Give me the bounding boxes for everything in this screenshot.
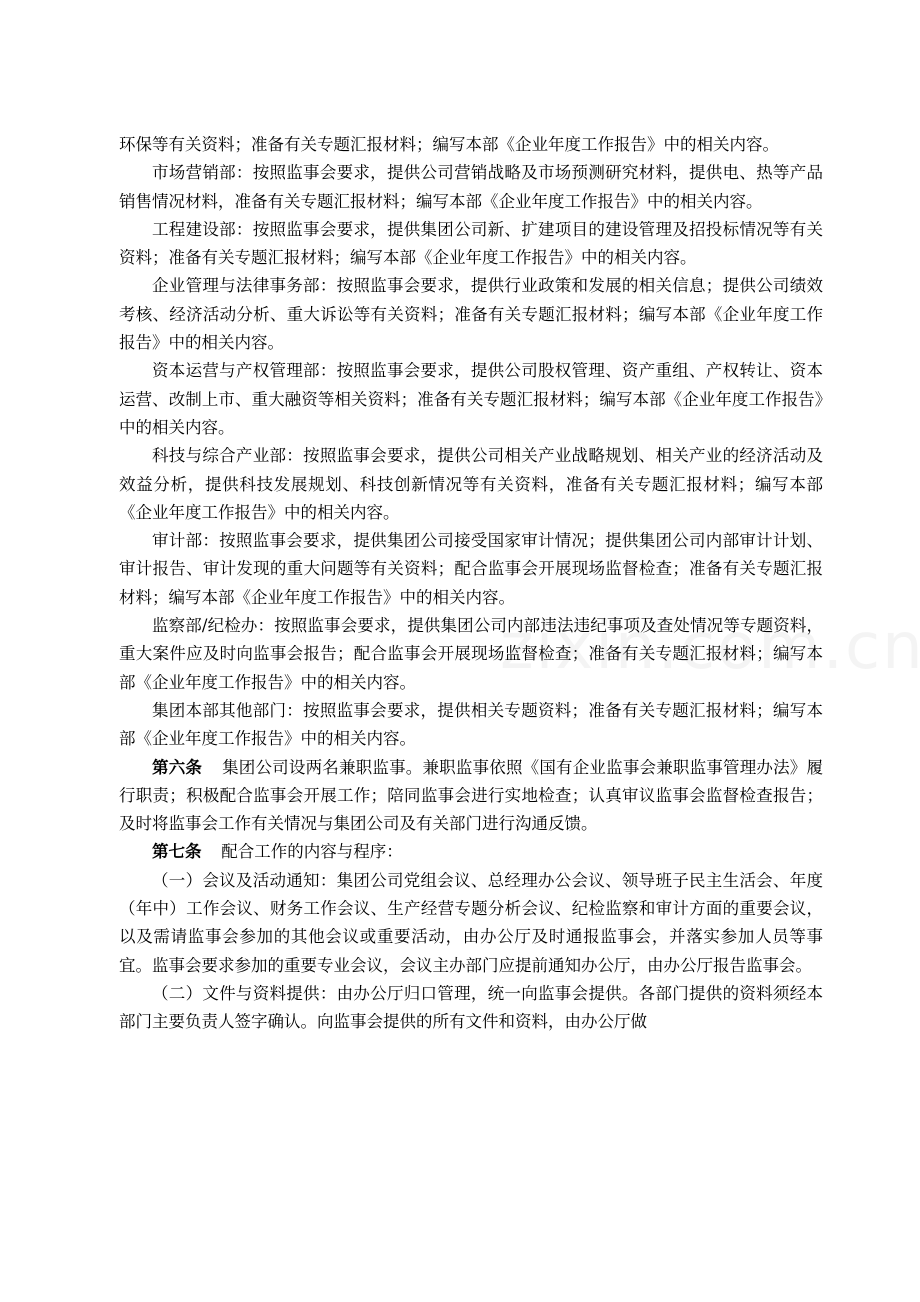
article-7 <box>119 838 823 866</box>
paragraph-continuation: 环保等有关资料；准备有关专题汇报材料；编写本部《企业年度工作报告》中的相关内容。 <box>119 135 779 154</box>
item-document-provision: （二）文件与资料提供：由办公厅归口管理，统一向监事会提供。各部门提供的资料须经本部门主要负责人签字确认。向监事会提供的所有文件和资料，由办公厅做 <box>119 983 823 1032</box>
article-7-label: 第七条 <box>152 842 202 862</box>
paragraph-capital-dept: 资本运营与产权管理部：按照监事会要求，提供公司股权管理、资产重组、产权转让、资本运营、改制上市、重大融资等相关资料；准备有关专题汇报材料；编写本部《企业年度工作报告》中的相关内容。 <box>119 361 823 437</box>
article-6-text: 集团公司设两名兼职监事。兼职监事依照《国有企业监事会兼职监事管理办法》履行职责；积极配合监事会开展工作；陪同监事会进行实地检查；认真审议监事会监督检查报告；及时将监事会工作有关情况与集团公司及有关部门进行沟通反馈。 <box>119 757 824 834</box>
document-body <box>119 131 823 1037</box>
article-6 <box>119 754 823 839</box>
paragraph-technology-dept: 科技与综合产业部：按照监事会要求，提供公司相关产业战略规划、相关产业的经济活动及效益分析，提供科技发展规划、科技创新情况等有关资料，准备有关专题汇报材料；编写本部《企业年度工作报告》中的相关内容。 <box>119 446 823 522</box>
paragraph-marketing-dept: 市场营销部：按照监事会要求，提供公司营销战略及市场预测研究材料，提供电、热等产品销售情况材料，准备有关专题汇报材料；编写本部《企业年度工作报告》中的相关内容。 <box>119 163 823 211</box>
paragraph-engineering-dept: 工程建设部：按照监事会要求，提供集团公司新、扩建项目的建设管理及招投标情况等有关资料；准备有关专题汇报材料；编写本部《企业年度工作报告》中的相关内容。 <box>119 219 823 268</box>
paragraph-supervision-dept: 监察部/纪检办：按照监事会要求，提供集团公司内部违法违纪事项及查处情况等专题资料，重大案件应及时向监事会报告；配合监事会开展现场监督检查；准备有关专题汇报材料；编写本部《企业年度工作报告》中的相关内容。 <box>119 616 823 692</box>
article-6-label: 第六条 <box>152 757 203 777</box>
paragraph-legal-dept: 企业管理与法律事务部：按照监事会要求，提供行业政策和发展的相关信息；提供公司绩效考核、经济活动分析、重大诉讼等有关资料；准备有关专题汇报材料；编写本部《企业年度工作报告》中的相关内容。 <box>119 276 823 353</box>
item-meeting-notice: （一）会议及活动通知：集团公司党组会议、总经理办公会议、领导班子民主生活会、年度（年中）工作会议、财务工作会议、生产经营专题分析会议、纪检监察和审计方面的重要会议，以及需请监事会参加的其他会议或重要活动，由办公厅及时通报监事会，并落实参加人员等事宜。监事会要求参加的重要专业会议，会议主办部门应提前通知办公厅，由办公厅报告监事会。 <box>119 870 823 975</box>
paragraph-audit-dept: 审计部：按照监事会要求，提供集团公司接受国家审计情况；提供集团公司内部审计计划、审计报告、审计发现的重大问题等有关资料；配合监事会开展现场监督检查；准备有关专题汇报材料；编写本部《企业年度工作报告》中的相关内容。 <box>119 531 823 607</box>
article-7-text: 配合工作的内容与程序： <box>221 842 403 862</box>
paragraph-other-depts: 集团本部其他部门：按照监事会要求，提供相关专题资料；准备有关专题汇报材料；编写本部《企业年度工作报告》中的相关内容。 <box>119 700 823 749</box>
